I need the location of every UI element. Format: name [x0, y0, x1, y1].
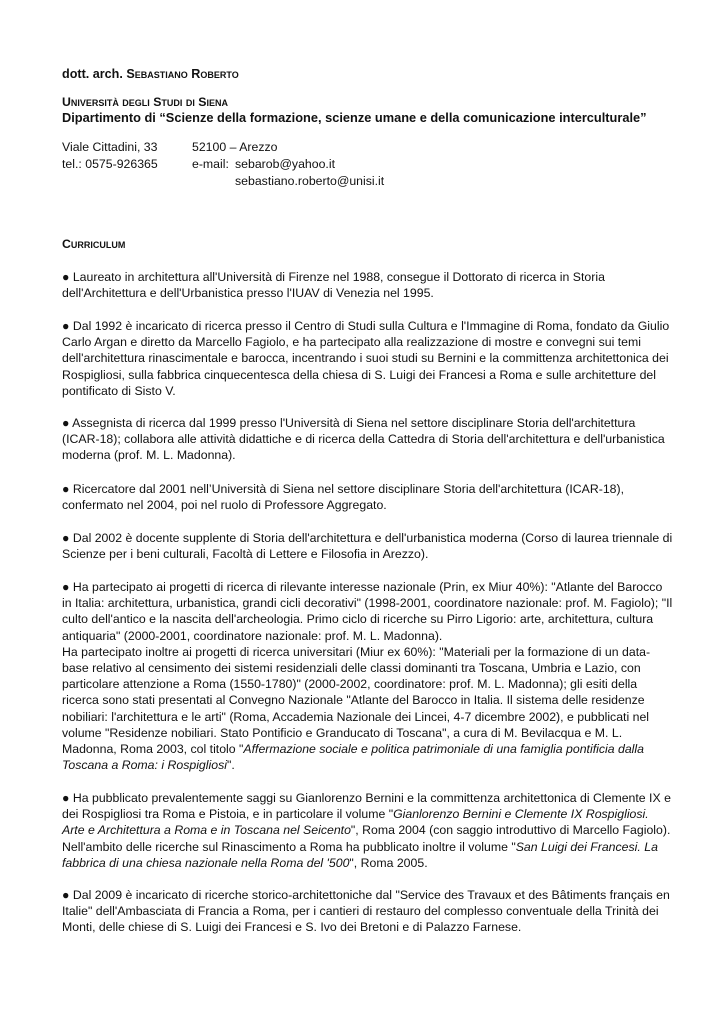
- email-label: e-mail:: [192, 157, 229, 171]
- publications-san-luigi-end: ", Roma 2005.: [349, 855, 428, 870]
- cv-item-french-embassy: ● Dal 2009 è incaricato di ricerche storico-architettoniche dal "Service des Travaux et des Bâtiments français en Italie" dell'Ambasciata di Francia a Roma, per i cantieri di restauro del complesso conventuale della Trinità dei Monti, delle chiese di S. Luigi dei Francesi e S. Ivo dei Bretoni e di Palazzo Farnese.: [62, 888, 670, 935]
- publications-san-luigi: [62, 839, 674, 871]
- address-city: 52100 – Arezzo: [192, 140, 278, 154]
- publications-bernini-title: Gianlorenzo Bernini e Clemente IX Rospigliosi. Arte e Architettura a Roma e in Toscana nel Seicento: [62, 807, 649, 838]
- address-street: Viale Cittadini, 33: [62, 140, 158, 154]
- cv-item-research-centre: ● Dal 1992 è incaricato di ricerca presso il Centro di Studi sulla Cultura e l'Immagine di Roma, fondato da Giulio Carlo Argan e diretto da Marcello Fagiolo, e ha partecipato alla realizzazione di mostre e convegni sui temi dell'architettura rinascimentale e barocca, incentrando i suoi studi su Bernini e la committenza architettonica dei Rospigliosi, sulla fabbrica cinquecentesca della chiesa di S. Luigi dei Francesi a Roma e sulle architetture del pontificato di Sisto V.: [62, 319, 670, 398]
- publications-bernini: [62, 790, 674, 839]
- university-projects-end: ".: [226, 758, 235, 773]
- publications-san-luigi-title: San Luigi dei Francesi. La fabbrica di una chiesa nazionale nella Roma del '500: [62, 839, 658, 870]
- publications-bernini-body: ● Ha pubblicato prevalentemente saggi su Gianlorenzo Bernini e la committenza architettonica di Clemente IX e dei Rospigliosi tra Roma e Pistoia, e in particolare il volume ": [62, 791, 671, 822]
- university-projects-text: [62, 644, 674, 774]
- cv-item-publications: [62, 790, 674, 871]
- section-heading: Curriculum: [62, 237, 126, 251]
- cv-item-research-grant: ● Assegnista di ricerca dal 1999 presso l'Università di Siena nel settore disciplinare Storia dell'architettura (ICAR-18); collabora alle attività didattiche e di ricerca della Cattedra di Storia dell'architettura e dell'urbanistica moderna (prof. M. L. Madonna).: [62, 416, 665, 463]
- university-name: Università degli Studi di Siena: [62, 95, 228, 109]
- publications-bernini-end: ", Roma 2004 (con saggio introduttivo di Marcello Fagiolo).: [350, 823, 671, 838]
- name-prefix: dott. arch.: [62, 67, 127, 81]
- cv-item-researcher: ● Ricercatore dal 2001 nell’Università di Siena nel settore disciplinare Storia dell'architettura (ICAR-18), confermato nel 2004, poi nel ruolo di Professore Aggregato.: [62, 482, 625, 513]
- university-projects-title: Affermazione sociale e politica patrimoniale di una famiglia pontificia dalla Toscana a Roma: i Rospigliosi: [62, 742, 644, 773]
- name-small-caps: Sebastiano Roberto: [126, 67, 239, 81]
- author-name: [62, 66, 239, 82]
- email-secondary: sebastiano.roberto@unisi.it: [235, 174, 385, 188]
- department-name: Dipartimento di “Scienze della formazione, scienze umane e della comunicazione interculturale”: [62, 110, 647, 125]
- national-projects-text: ● Ha partecipato ai progetti di ricerca di rilevante interesse nazionale (Prin, ex Miur 40%): "Atlante del Barocco in Italia: architettura, urbanistica, grandi cicli decorativi" (1998-2001, coordinatore nazionale: prof. M. Fagiolo); "Il culto dell'antico e la nascita dell'archeologia. Primo ciclo di ricerche su Pirro Ligorio: arte, architettura, cultura antiquaria" (2000-2001, coordinatore nazionale: prof. M. L. Madonna).: [62, 580, 673, 643]
- phone-number: tel.: 0575-926365: [62, 157, 158, 171]
- email-primary: sebarob@yahoo.it: [235, 157, 335, 171]
- cv-item-research-projects: [62, 579, 674, 773]
- cv-item-teaching: ● Dal 2002 è docente supplente di Storia dell'architettura e dell'urbanistica moderna (Corso di laurea triennale di Scienze per i beni culturali, Facoltà di Lettere e Filosofia in Arezzo).: [62, 531, 673, 562]
- cv-item-degree: ● Laureato in architettura all'Università di Firenze nel 1988, consegue il Dottorato di ricerca in Storia dell'Architettura e dell'Urbanistica presso l'IUAV di Venezia nel 1995.: [62, 270, 605, 301]
- university-projects-body: Ha partecipato inoltre ai progetti di ricerca universitari (Miur ex 60%): "Materiali per la formazione di un data-base relativo al censimento dei sistemi residenziali delle classi dominanti tra Toscana, Umbria e Lazio, con particolare attenzione a Roma (1550-1780)" (2000-2002, coordinatore: prof. M. L. Madonna); gli esiti della ricerca sono stati presentati al Convegno Nazionale "Atlante del Barocco in Italia. Il sistema delle residenze nobiliari: l'architettura e le arti" (Roma, Accademia Nazionale dei Lincei, 4-7 dicembre 2002), e pubblicati nel volume "Residenze nobiliari. Stato Pontificio e Granducato di Toscana", a cura di M. Bevilacqua e M. L. Madonna, Roma 2003, col titolo ": [62, 644, 651, 757]
- publications-san-luigi-body: Nell'ambito delle ricerche sul Rinascimento a Roma ha pubblicato inoltre il volume ": [62, 839, 516, 854]
